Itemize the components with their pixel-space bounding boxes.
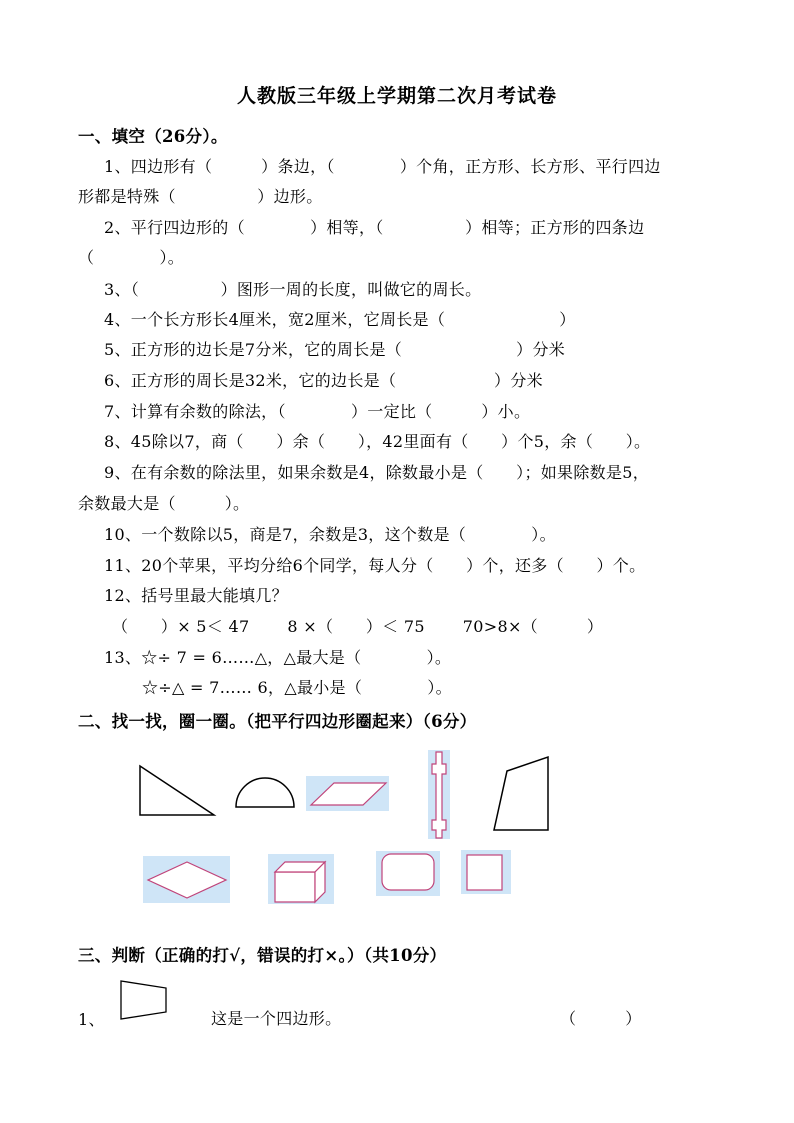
judge-question-text: 这是一个四边形。 (211, 1009, 342, 1028)
question-line: 6、正方形的周长是32米，它的边长是（ ）分米 (104, 371, 543, 390)
question-line: （ ）。 (78, 248, 185, 267)
page-title: 人教版三年级上学期第二次月考试卷 (236, 85, 557, 107)
question-line: 13、☆÷ 7 = 6……△，△最大是（ ）。 (104, 648, 452, 667)
rounded-rectangle-shape (382, 854, 434, 890)
question-line: 9、在有余数的除法里，如果余数是4，除数最小是（ ）；如果除数是5， (104, 463, 650, 482)
question-line: ☆÷△ = 7…… 6，△最小是（ ）。 (142, 678, 452, 697)
question-line: 10、一个数除以5，商是7，余数是3，这个数是（ ）。 (104, 525, 556, 544)
trapezoid-shape (494, 757, 548, 830)
question-line: 11、20个苹果，平均分给6个同学，每人分（ ）个，还多（ ）个。 (104, 556, 646, 575)
judge-answer-blank: （ ） (560, 1009, 642, 1028)
question-line: 8、45除以7，商（ ）余（ ），42里面有（ ）个5，余（ ）。 (104, 432, 651, 451)
square-shape (467, 855, 502, 890)
question-line: 余数最大是（ ）。 (78, 494, 250, 513)
question-line: 4、一个长方形长4厘米，宽2厘米，它周长是（ ） (104, 310, 576, 329)
right-triangle-shape (140, 766, 214, 815)
question-line: （ ）× 5＜ 47 8 ×（ ）＜ 75 70>8×（ ） (112, 617, 604, 636)
semicircle-shape (236, 778, 294, 807)
section2-heading: 二、找一找，圈一圈。（把平行四边形圈起来）（6分） (78, 712, 477, 731)
section3-heading: 三、判断（正确的打√，错误的打×。）（共10分） (78, 946, 447, 965)
section1-heading: 一、填空（26分）。 (78, 127, 228, 146)
question-line: 7、计算有余数的除法，（ ）一定比（ ）小。 (104, 402, 531, 421)
question-line: 12、括号里最大能填几？ (104, 586, 288, 605)
question-line: 形都是特殊（ ）边形。 (78, 187, 323, 206)
judge-trapezoid-shape (121, 981, 166, 1019)
question-line: 3、（ ）图形一周的长度，叫做它的周长。 (104, 280, 482, 299)
judge-question-number: 1、 (78, 1010, 105, 1029)
question-line: 1、四边形有（ ）条边，（ ）个角，正方形、长方形、平行四边 (104, 157, 661, 176)
cube-shape (275, 862, 325, 902)
question-line: 5、正方形的边长是7分米，它的周长是（ ）分米 (104, 340, 566, 359)
question-line: 2、平行四边形的（ ）相等，（ ）相等；正方形的四条边 (104, 218, 645, 237)
